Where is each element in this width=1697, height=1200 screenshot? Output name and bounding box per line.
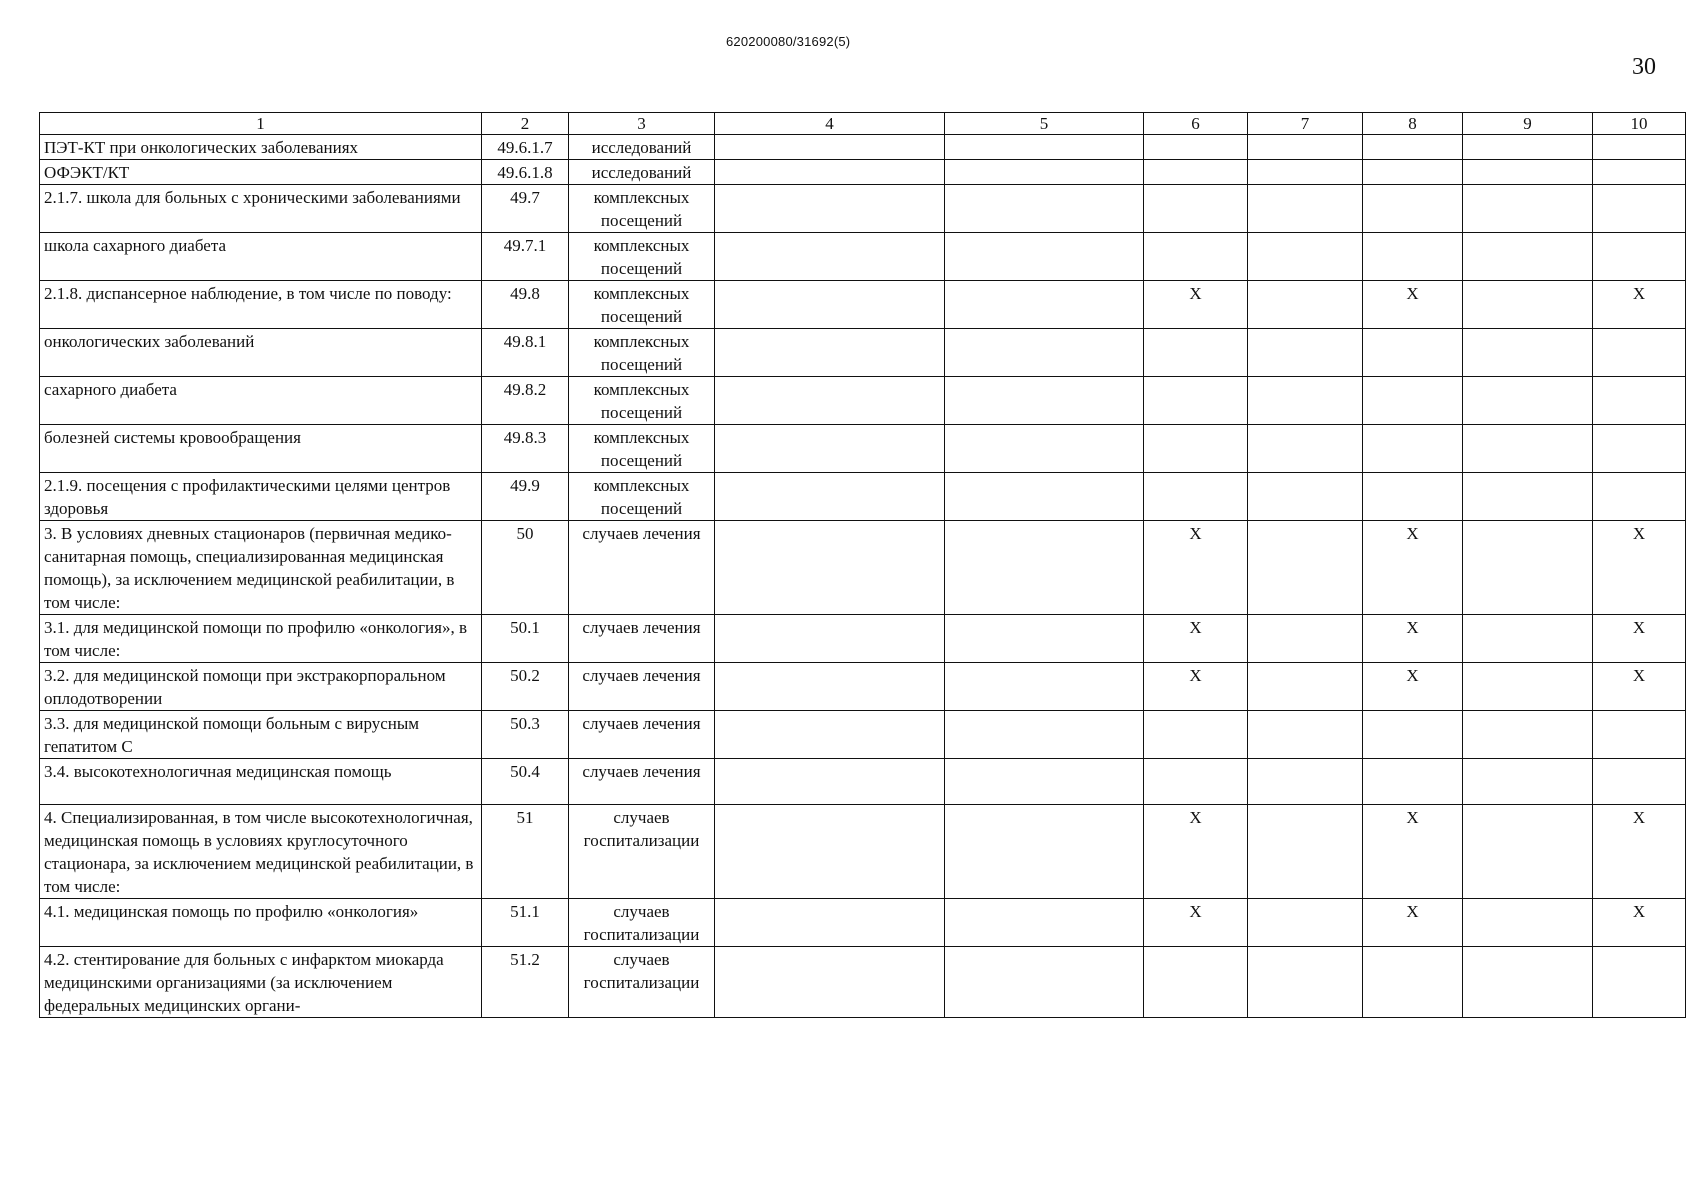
value-cell-9 (1463, 233, 1593, 281)
value-cell-9 (1463, 473, 1593, 521)
value-cell-8: X (1363, 521, 1463, 615)
row-label: 4.1. медицинская помощь по профилю «онкология» (40, 899, 482, 947)
column-number-row (40, 113, 1686, 135)
value-cell-10 (1593, 233, 1686, 281)
row-code: 50.2 (482, 663, 569, 711)
value-cell-9 (1463, 329, 1593, 377)
value-cell-5 (945, 160, 1144, 185)
value-cell-7 (1248, 135, 1363, 160)
value-cell-6 (1144, 473, 1248, 521)
row-code: 50.4 (482, 759, 569, 805)
value-cell-10: X (1593, 615, 1686, 663)
value-cell-5 (945, 329, 1144, 377)
row-code: 49.8.2 (482, 377, 569, 425)
value-cell-4 (715, 521, 945, 615)
value-cell-6 (1144, 233, 1248, 281)
row-code: 51.1 (482, 899, 569, 947)
value-cell-9 (1463, 135, 1593, 160)
table-row (40, 899, 1686, 947)
column-number: 1 (40, 113, 482, 135)
row-unit: комплексных посещений (569, 425, 715, 473)
page-number: 30 (1632, 54, 1656, 80)
value-cell-10: X (1593, 281, 1686, 329)
value-cell-8 (1363, 185, 1463, 233)
value-cell-8: X (1363, 281, 1463, 329)
table-row (40, 377, 1686, 425)
value-cell-7 (1248, 805, 1363, 899)
value-cell-8 (1363, 473, 1463, 521)
value-cell-4 (715, 377, 945, 425)
value-cell-8: X (1363, 805, 1463, 899)
value-cell-7 (1248, 663, 1363, 711)
value-cell-8: X (1363, 615, 1463, 663)
row-code: 49.8 (482, 281, 569, 329)
row-unit: комплексных посещений (569, 473, 715, 521)
value-cell-8 (1363, 160, 1463, 185)
value-cell-9 (1463, 615, 1593, 663)
column-number: 4 (715, 113, 945, 135)
value-cell-7 (1248, 947, 1363, 1018)
value-cell-8 (1363, 759, 1463, 805)
row-unit: случаев лечения (569, 711, 715, 759)
table-row (40, 663, 1686, 711)
column-number: 2 (482, 113, 569, 135)
row-code: 49.6.1.7 (482, 135, 569, 160)
table-body (40, 135, 1686, 1018)
row-unit: комплексных посещений (569, 185, 715, 233)
row-label: 2.1.8. диспансерное наблюдение, в том числе по поводу: (40, 281, 482, 329)
row-code: 50 (482, 521, 569, 615)
value-cell-10 (1593, 473, 1686, 521)
value-cell-7 (1248, 759, 1363, 805)
value-cell-9 (1463, 185, 1593, 233)
value-cell-8 (1363, 135, 1463, 160)
value-cell-4 (715, 329, 945, 377)
value-cell-7 (1248, 233, 1363, 281)
value-cell-7 (1248, 521, 1363, 615)
value-cell-7 (1248, 185, 1363, 233)
value-cell-6 (1144, 377, 1248, 425)
value-cell-8: X (1363, 663, 1463, 711)
table-row (40, 759, 1686, 805)
row-unit: комплексных посещений (569, 377, 715, 425)
row-label: 3.1. для медицинской помощи по профилю «онкология», в том числе: (40, 615, 482, 663)
value-cell-5 (945, 473, 1144, 521)
value-cell-6 (1144, 759, 1248, 805)
value-cell-6: X (1144, 663, 1248, 711)
value-cell-4 (715, 135, 945, 160)
table-row (40, 185, 1686, 233)
row-code: 51.2 (482, 947, 569, 1018)
value-cell-4 (715, 663, 945, 711)
value-cell-4 (715, 425, 945, 473)
value-cell-4 (715, 160, 945, 185)
column-number: 9 (1463, 113, 1593, 135)
row-label: школа сахарного диабета (40, 233, 482, 281)
value-cell-8: X (1363, 899, 1463, 947)
value-cell-9 (1463, 281, 1593, 329)
value-cell-7 (1248, 711, 1363, 759)
value-cell-5 (945, 759, 1144, 805)
column-number: 6 (1144, 113, 1248, 135)
row-unit: случаев лечения (569, 663, 715, 711)
row-label: 2.1.7. школа для больных с хроническими заболеваниями (40, 185, 482, 233)
value-cell-10 (1593, 135, 1686, 160)
value-cell-10 (1593, 425, 1686, 473)
row-code: 49.9 (482, 473, 569, 521)
value-cell-9 (1463, 805, 1593, 899)
data-table (39, 112, 1686, 1018)
value-cell-10: X (1593, 663, 1686, 711)
value-cell-7 (1248, 160, 1363, 185)
row-unit: случаев госпитализации (569, 899, 715, 947)
row-label: 4. Специализированная, в том числе высокотехнологичная, медицинская помощь в условиях круглосуточного стационара, за исключением медицинской реабилитации, в том числе: (40, 805, 482, 899)
table-row (40, 805, 1686, 899)
table-row (40, 160, 1686, 185)
value-cell-5 (945, 233, 1144, 281)
value-cell-10 (1593, 160, 1686, 185)
value-cell-9 (1463, 947, 1593, 1018)
column-number: 5 (945, 113, 1144, 135)
value-cell-7 (1248, 329, 1363, 377)
value-cell-10 (1593, 711, 1686, 759)
value-cell-8 (1363, 711, 1463, 759)
table-row (40, 521, 1686, 615)
row-code: 49.8.3 (482, 425, 569, 473)
value-cell-10: X (1593, 899, 1686, 947)
value-cell-7 (1248, 281, 1363, 329)
value-cell-5 (945, 711, 1144, 759)
column-number: 7 (1248, 113, 1363, 135)
value-cell-4 (715, 281, 945, 329)
value-cell-4 (715, 947, 945, 1018)
value-cell-8 (1363, 377, 1463, 425)
value-cell-8 (1363, 233, 1463, 281)
value-cell-10: X (1593, 521, 1686, 615)
value-cell-6 (1144, 711, 1248, 759)
value-cell-7 (1248, 615, 1363, 663)
row-label: болезней системы кровообращения (40, 425, 482, 473)
row-unit: комплексных посещений (569, 233, 715, 281)
row-label: сахарного диабета (40, 377, 482, 425)
value-cell-8 (1363, 947, 1463, 1018)
value-cell-5 (945, 805, 1144, 899)
row-unit: комплексных посещений (569, 329, 715, 377)
row-unit: случаев госпитализации (569, 805, 715, 899)
value-cell-9 (1463, 899, 1593, 947)
value-cell-9 (1463, 711, 1593, 759)
value-cell-5 (945, 899, 1144, 947)
value-cell-5 (945, 663, 1144, 711)
row-unit: исследований (569, 160, 715, 185)
value-cell-6: X (1144, 805, 1248, 899)
value-cell-8 (1363, 329, 1463, 377)
value-cell-9 (1463, 521, 1593, 615)
value-cell-9 (1463, 377, 1593, 425)
row-label: 4.2. стентирование для больных с инфарктом миокарда медицинскими организациями (за исключением федеральных медицинских органи- (40, 947, 482, 1018)
table-row (40, 947, 1686, 1018)
row-label: ОФЭКТ/КТ (40, 160, 482, 185)
row-unit: исследований (569, 135, 715, 160)
row-unit: комплексных посещений (569, 281, 715, 329)
value-cell-5 (945, 185, 1144, 233)
value-cell-10 (1593, 947, 1686, 1018)
value-cell-5 (945, 947, 1144, 1018)
column-number: 8 (1363, 113, 1463, 135)
value-cell-6 (1144, 329, 1248, 377)
value-cell-4 (715, 805, 945, 899)
row-label: ПЭТ-КТ при онкологических заболеваниях (40, 135, 482, 160)
row-code: 49.6.1.8 (482, 160, 569, 185)
value-cell-10 (1593, 329, 1686, 377)
value-cell-4 (715, 899, 945, 947)
table-row (40, 281, 1686, 329)
row-code: 49.8.1 (482, 329, 569, 377)
value-cell-4 (715, 711, 945, 759)
value-cell-6: X (1144, 521, 1248, 615)
value-cell-5 (945, 135, 1144, 160)
value-cell-10 (1593, 185, 1686, 233)
table-row (40, 473, 1686, 521)
row-label: 3.2. для медицинской помощи при экстракорпоральном оплодотворении (40, 663, 482, 711)
value-cell-8 (1363, 425, 1463, 473)
value-cell-7 (1248, 425, 1363, 473)
table-row (40, 233, 1686, 281)
value-cell-5 (945, 615, 1144, 663)
value-cell-7 (1248, 377, 1363, 425)
value-cell-6 (1144, 185, 1248, 233)
value-cell-5 (945, 521, 1144, 615)
table-row (40, 615, 1686, 663)
value-cell-10: X (1593, 805, 1686, 899)
row-label: онкологических заболеваний (40, 329, 482, 377)
value-cell-6 (1144, 160, 1248, 185)
value-cell-4 (715, 473, 945, 521)
value-cell-4 (715, 233, 945, 281)
value-cell-5 (945, 281, 1144, 329)
table-row (40, 711, 1686, 759)
value-cell-6 (1144, 425, 1248, 473)
row-unit: случаев лечения (569, 615, 715, 663)
row-code: 50.1 (482, 615, 569, 663)
column-number: 3 (569, 113, 715, 135)
row-label: 3.3. для медицинской помощи больным с вирусным гепатитом С (40, 711, 482, 759)
value-cell-7 (1248, 473, 1363, 521)
table-row (40, 425, 1686, 473)
value-cell-6: X (1144, 615, 1248, 663)
value-cell-4 (715, 185, 945, 233)
value-cell-9 (1463, 160, 1593, 185)
value-cell-4 (715, 759, 945, 805)
row-label: 3.4. высокотехнологичная медицинская помощь (40, 759, 482, 805)
row-unit: случаев лечения (569, 521, 715, 615)
row-label: 2.1.9. посещения с профилактическими целями центров здоровья (40, 473, 482, 521)
value-cell-10 (1593, 377, 1686, 425)
value-cell-6 (1144, 135, 1248, 160)
value-cell-6: X (1144, 281, 1248, 329)
document-number: 620200080/31692(5) (726, 34, 851, 49)
row-code: 50.3 (482, 711, 569, 759)
value-cell-5 (945, 425, 1144, 473)
value-cell-6: X (1144, 899, 1248, 947)
value-cell-10 (1593, 759, 1686, 805)
row-label: 3. В условиях дневных стационаров (первичная медико-санитарная помощь, специализированная медицинская помощь), за исключением медицинской реабилитации, в том числе: (40, 521, 482, 615)
value-cell-7 (1248, 899, 1363, 947)
row-code: 49.7 (482, 185, 569, 233)
value-cell-9 (1463, 759, 1593, 805)
row-code: 51 (482, 805, 569, 899)
row-unit: случаев лечения (569, 759, 715, 805)
value-cell-5 (945, 377, 1144, 425)
value-cell-9 (1463, 425, 1593, 473)
column-number: 10 (1593, 113, 1686, 135)
value-cell-6 (1144, 947, 1248, 1018)
table-row (40, 329, 1686, 377)
value-cell-9 (1463, 663, 1593, 711)
row-code: 49.7.1 (482, 233, 569, 281)
table-row (40, 135, 1686, 160)
row-unit: случаев госпитализации (569, 947, 715, 1018)
value-cell-4 (715, 615, 945, 663)
